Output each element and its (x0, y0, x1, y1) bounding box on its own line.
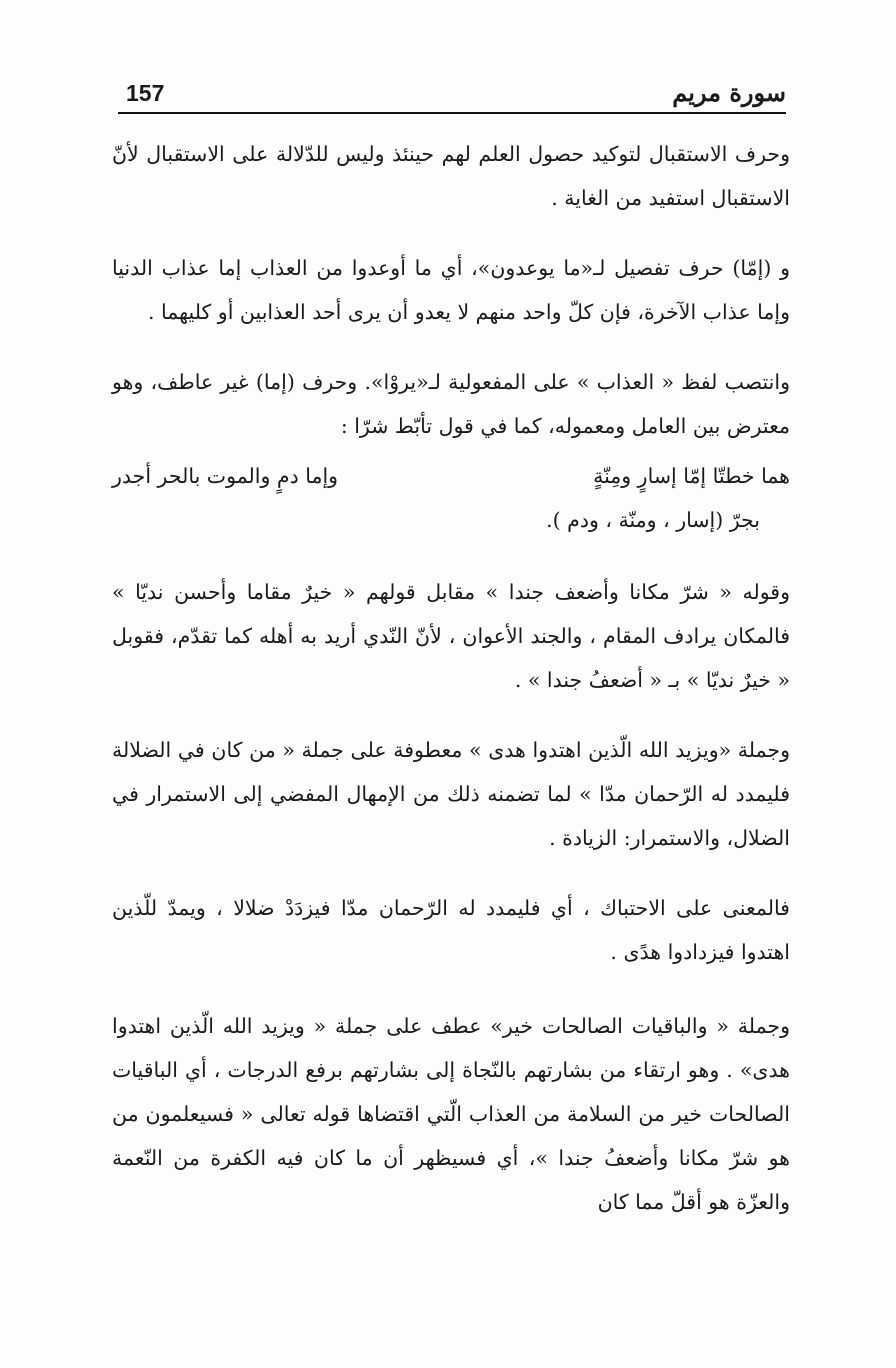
paragraph: و (إمّا) حرف تفصيل لـ«ما يوعدون»، أي ما أوعدوا من العذاب إما عذاب الدنيا وإما عذاب الآخرة، فإن كلّ واحد منهم لا يعدو أن يرى أحد العذابين أو كليهما . (112, 256, 790, 324)
paragraph: وقوله « شرّ مكانا وأضعف جندا » مقابل قولهم « خيرٌ مقاما وأحسن نديّا » فالمكان يرادف المقام ، والجند الأعوان ، لأنّ النّدي أريد به أهله كما تقدّم، فقوبل « خيرٌ نديّا » بـ « أضعفُ جندا » . (112, 580, 790, 692)
paragraph: وحرف الاستقبال لتوكيد حصول العلم لهم حينئذ وليس للدّلالة على الاستقبال لأنّ الاستقبال استفيد من الغاية . (112, 142, 790, 210)
verse-hemistich-first: هما خطتّا إمّا إسارٍ ومِنّةٍ (593, 464, 790, 488)
paragraph: وانتصب لفظ « العذاب » على المفعولية لـ«يروْا». وحرف (إما) غير عاطف، وهو معترض بين العامل ومعموله، كما في قول تأبّط شرّا : (112, 370, 790, 438)
verse-hemistich-second: وإما دمٍ والموت بالحر أجدر (112, 464, 339, 488)
verse-note: بجرّ (إسار ، ومنّة ، ودم ). (546, 508, 760, 532)
surah-title: سورة مريم (672, 78, 786, 107)
paragraph: وجملة « والباقيات الصالحات خير» عطف على جملة « ويزيد الله الّذين اهتدوا هدى» . وهو ارتقاء من بشارتهم بالنّجاة إلى بشارتهم برفع الدرجات ، أي الباقيات الصالحات خير من السلامة من العذاب الّتي اقتضاها قوله تعالى « فسيعلمون من هو شرّ مكانا وأضعفُ جندا »، أي فسيظهر أن ما كان فيه الكفرة من النّعمة والعزّة هو أقلّ مما كان (112, 1014, 790, 1214)
page-number: 157 (126, 80, 165, 106)
page-header (118, 76, 786, 114)
page-body (112, 132, 790, 1250)
paragraph: فالمعنى على الاحتباك ، أي فليمدد له الرّحمان مدّا فيزدَدْ ضلالا ، ويمدّ للّذين اهتدوا فيزدادوا هدًى . (112, 896, 790, 964)
poetry-verse (112, 454, 790, 498)
paragraph: وجملة «ويزيد الله الّذين اهتدوا هدى » معطوفة على جملة « من كان في الضلالة فليمدد له الرّحمان مدّا » لما تضمنه ذلك من الإمهال المفضي إلى الاستمرار في الضلال، والاستمرار: الزيادة . (112, 738, 790, 850)
